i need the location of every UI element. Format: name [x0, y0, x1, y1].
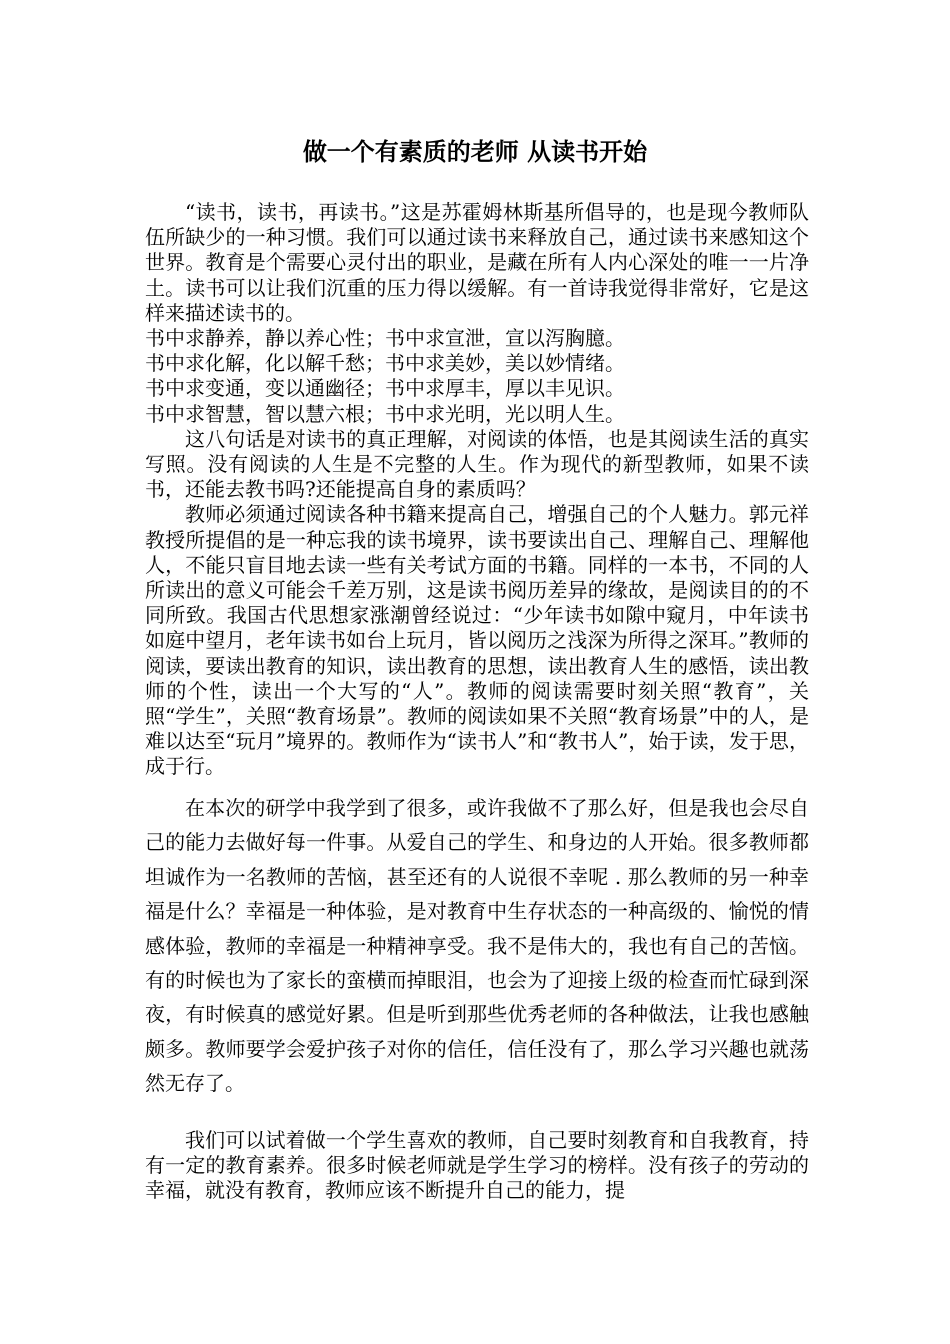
document-title: 做一个有素质的老师 从读书开始 — [302, 138, 648, 166]
paragraph-understanding: 这八句话是对读书的真正理解，对阅读的体悟，也是其阅读生活的真实写照。没有阅读的人生是不完整的人生。作为现代的新型教师，如果不读书，还能去教书吗?还能提高自身的素质吗？ — [145, 426, 809, 502]
poem-line-4: 书中求智慧，智以慧六根；书中求光明，光以明人生。 — [145, 401, 625, 426]
paragraph-liked-teacher: 我们可以试着做一个学生喜欢的教师，自己要时刻教育和自我教育，持有一定的教育素养。很多时候老师就是学生学习的榜样。没有孩子的劳动的幸福，就没有教育，教师应该不断提升自己的能力，提 — [145, 1128, 809, 1203]
document-body-section-3 — [145, 1128, 809, 1204]
poem-line-1: 书中求静养，静以养心性；书中求宣泄，宣以泻胸臆。 — [145, 326, 625, 351]
poem-line-2: 书中求化解，化以解千愁；书中求美妙，美以妙情绪。 — [145, 351, 625, 376]
paragraph-study-reflection: 在本次的研学中我学到了很多，或许我做不了那么好，但是我也会尽自己的能力去做好每一件事。从爱自己的学生、和身边的人开始。很多教师都坦诚作为一名教师的苦恼，甚至还有的人说很不幸呢 . 那么教师的另一种幸福是什么？幸福是一种体验，是对教育中生存状态的一种高级的、愉悦的情感体验，教师的幸福是一种精神享受。我不是伟大的，我也有自己的苦恼。有的时候也为了家长的蛮横而掉眼泪，也会为了迎接上级的检查而忙碌到深夜，有时候真的感觉好累。但是听到那些优秀老师的各种做法，让我也感触颇多。教师要学会爱护孩子对你的信任，信任没有了，那么学习兴趣也就荡然无存了。 — [145, 796, 809, 1096]
paragraph-teacher-reading: 教师必须通过阅读各种书籍来提高自己，增强自己的个人魅力。郭元祥教授所提倡的是一种忘我的读书境界，读书要读出自己、理解自己、理解他人，不能只盲目地去读一些有关考试方面的书籍。同样的一本书，不同的人所读出的意义可能会千差万别，这是读书阅历差异的缘故，是阅读目的的不同所致。我国古代思想家涨潮曾经说过：“少年读书如隙中窥月，中年读书如庭中望月，老年读书如台上玩月，皆以阅历之浅深为所得之深耳。”教师的阅读，要读出教育的知识，读出教育的思想，读出教育人生的感悟，读出教师的个性，读出一个大写的“人”。教师的阅读需要时刻关照“教育”，关照“学生”，关照“教育场景”。教师的阅读如果不关照“教育场景”中的人，是难以达至“玩月”境界的。教师作为“读书人”和“教书人”，始于读，发于思，成于行。 — [145, 502, 809, 779]
poem-line-3: 书中求变通，变以通幽径；书中求厚丰，厚以丰见识。 — [145, 376, 625, 401]
document-body-section-1 — [145, 200, 809, 780]
document-body-section-2 — [145, 791, 809, 1101]
paragraph-intro: “读书，读书，再读书。”这是苏霍姆林斯基所倡导的，也是现今教师队伍所缺少的一种习惯。我们可以通过读书来释放自己，通过读书来感知这个世界。教育是个需要心灵付出的职业，是藏在所有人内心深处的唯一一片净土。读书可以让我们沉重的压力得以缓解。有一首诗我觉得非常好，它是这样来描述读书的。 — [145, 200, 809, 325]
